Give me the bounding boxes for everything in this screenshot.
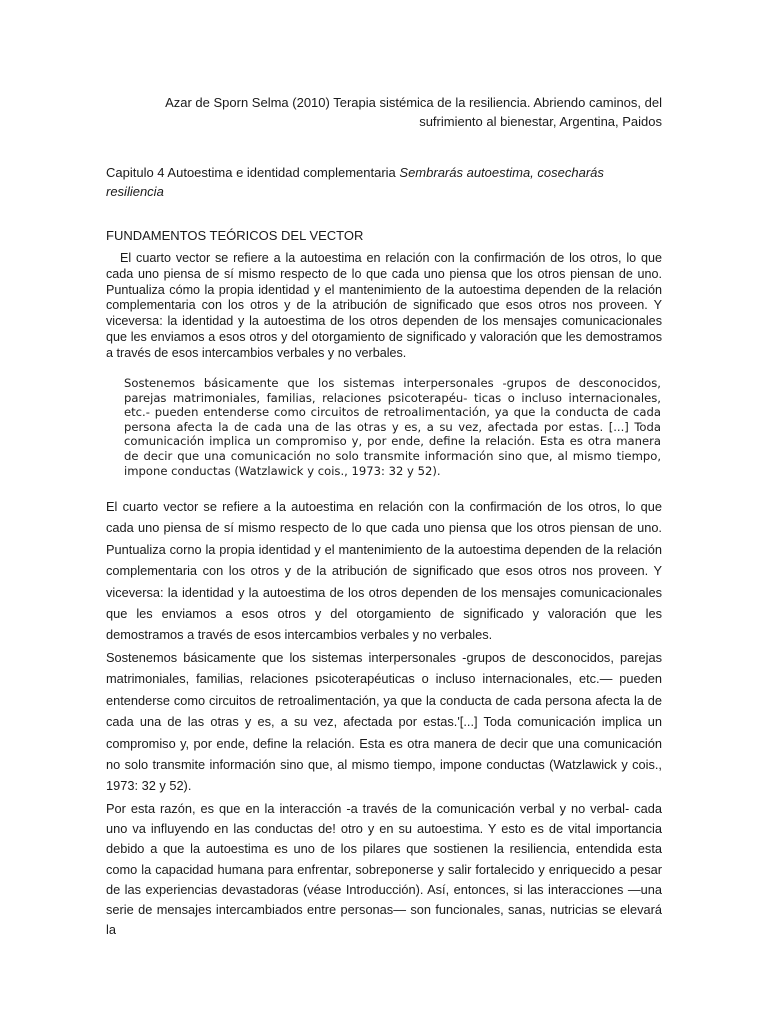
section-heading: FUNDAMENTOS TEÓRICOS DEL VECTOR bbox=[106, 228, 364, 243]
body-paragraph: El cuarto vector se refiere a la autoestima en relación con la confirmación de los otros, lo que cada uno piensa de sí mismo respecto de lo que cada uno piensa que los otros piensan de uno. Puntualiza corno la propia identidad y el mantenimiento de la autoestima dependen de la relación complementaria con los otros y de la atribución de significado que esos otros nos proveen. Y viceversa: la identidad y la autoestima de los otros dependen de los mensajes comunicacionales que les enviamos a esos otros y del otorgamiento de significado y valoración que les demostramos a través de esos intercambios verbales y no verbales. bbox=[106, 499, 662, 643]
bibliographic-citation: Azar de Sporn Selma (2010) Terapia sistémica de la resiliencia. Abriendo caminos, del sufrimiento al bienestar, Argentina, Paidos bbox=[165, 95, 662, 129]
block-quote: Sostenemos básicamente que los sistemas interpersonales -grupos de desconocidos, parejas matrimoniales, familias, relaciones psicoterapéu- ticas o incluso internacionales, etc.- pueden entenderse como circuitos de retroalimentación, ya que la conducta de cada persona afecta la de cada una de las otras y es, a su vez, afectada por estas. [...] Toda comunicación implica un compromiso y, por ende, define la relación. Esta es otra manera de decir que una comunicación no solo transmite información sino que, al mismo tiempo, impone conductas (Watzlawick y cois., 1973: 32 y 52). bbox=[124, 376, 661, 478]
body-paragraph: El cuarto vector se refiere a la autoestima en relación con la confirmación de los otros, lo que cada uno piensa de sí mismo respecto de lo que cada uno piensa que los otros piensan de uno. Puntualiza cómo la propia identidad y el mantenimiento de la autoestima dependen de la relación complementaria con los otros y de la atribución de significado que esos otros nos proveen. Y viceversa: la identidad y la autoestima de los otros dependen de los mensajes comunicacionales que les enviamos a esos otros y del otorgamiento de significado y valoración que les demostramos a través de esos intercambios verbales y no verbales. bbox=[106, 251, 662, 360]
chapter-subtitle: Sembrarás autoestima, cosecharás resiliencia bbox=[106, 165, 604, 199]
body-paragraph: Sostenemos básicamente que los sistemas interpersonales -grupos de desconocidos, parejas matrimoniales, familias, relaciones psicoterapéuticas o incluso internacionales, etc.— pueden entenderse como circuitos de retroalimentación, ya que la conducta de cada persona afecta la de cada una de las otras y es, a su vez, afectada por estas.'[...] Toda comunicación implica un compromiso y, por ende, define la relación. Esta es otra manera de decir que una comunicación no solo transmite información sino que, al mismo tiempo, impone conductas (Watzlawick y cois., 1973: 32 y 52). bbox=[106, 650, 662, 794]
chapter-title bbox=[106, 163, 662, 201]
body-paragraph: Por esta razón, es que en la interacción -a través de la comunicación verbal y no verbal- cada uno va influyendo en las conductas de! otro y en su autoestima. Y esto es de vital importancia debido a que la autoestima es uno de los pilares que sostienen la resiliencia, entendida esta como la capacidad humana para enfrentar, sobreponerse y salir fortalecido y enriquecido a pesar de las experiencias devastadoras (véase Introducción). Así, entonces, si las interacciones —una serie de mensajes intercambiados entre personas— son funcionales, sanas, nutricias se elevará la bbox=[106, 801, 662, 938]
chapter-label: Capitulo 4 Autoestima e identidad complementaria bbox=[106, 165, 400, 180]
